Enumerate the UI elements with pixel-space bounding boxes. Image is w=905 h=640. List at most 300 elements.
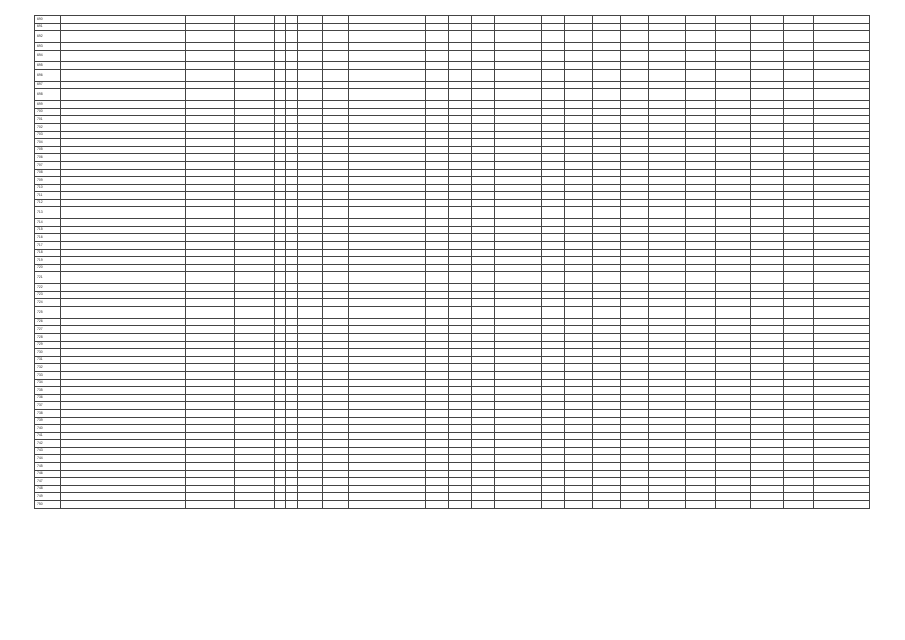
table-cell — [235, 379, 275, 387]
table-cell — [472, 432, 495, 440]
table-cell — [648, 318, 685, 326]
table-row — [35, 81, 870, 89]
table-cell — [323, 139, 349, 147]
table-cell — [621, 447, 649, 455]
table-cell — [60, 432, 186, 440]
table-cell — [814, 440, 870, 448]
table-cell — [686, 387, 716, 395]
table-cell — [186, 81, 235, 89]
table-cell — [565, 409, 593, 417]
table-cell — [186, 333, 235, 341]
table-cell — [286, 364, 298, 372]
table-cell — [425, 299, 448, 307]
row-number-cell: 694 — [35, 50, 61, 62]
table-cell — [686, 291, 716, 299]
table-cell — [495, 184, 542, 192]
table-cell — [814, 447, 870, 455]
table-cell — [235, 131, 275, 139]
table-row — [35, 485, 870, 493]
table-cell — [472, 192, 495, 200]
table-cell — [686, 62, 716, 70]
table-cell — [716, 341, 751, 349]
table-cell — [348, 108, 425, 116]
row-number-cell: 732 — [35, 364, 61, 372]
table-cell — [348, 501, 425, 509]
table-cell — [686, 249, 716, 257]
table-row — [35, 108, 870, 116]
table-cell — [286, 501, 298, 509]
table-cell — [60, 116, 186, 124]
table-cell — [235, 425, 275, 433]
table-cell — [783, 432, 813, 440]
table-cell — [495, 192, 542, 200]
table-cell — [783, 89, 813, 101]
table-cell — [565, 242, 593, 250]
table-cell — [541, 387, 564, 395]
table-cell — [814, 62, 870, 70]
table-cell — [783, 116, 813, 124]
table-cell — [60, 284, 186, 292]
table-cell — [783, 131, 813, 139]
table-cell — [814, 184, 870, 192]
table-cell — [60, 478, 186, 486]
table-cell — [448, 249, 471, 257]
table-cell — [565, 455, 593, 463]
table-cell — [686, 425, 716, 433]
table-cell — [716, 333, 751, 341]
table-cell — [448, 333, 471, 341]
table-cell — [274, 333, 286, 341]
table-cell — [186, 341, 235, 349]
table-cell — [541, 131, 564, 139]
table-cell — [814, 371, 870, 379]
row-number-cell: 715 — [35, 226, 61, 234]
table-cell — [751, 123, 784, 131]
table-cell — [686, 394, 716, 402]
table-cell — [716, 379, 751, 387]
table-cell — [648, 219, 685, 227]
table-cell — [593, 318, 621, 326]
table-cell — [814, 226, 870, 234]
table-cell — [593, 242, 621, 250]
table-cell — [495, 299, 542, 307]
table-cell — [286, 394, 298, 402]
table-cell — [297, 299, 323, 307]
table-cell — [648, 62, 685, 70]
table-cell — [495, 349, 542, 357]
table-cell — [472, 501, 495, 509]
table-row — [35, 42, 870, 50]
table-cell — [814, 177, 870, 185]
table-cell — [495, 23, 542, 31]
table-cell — [297, 139, 323, 147]
table-cell — [297, 161, 323, 169]
table-cell — [235, 154, 275, 162]
table-cell — [348, 31, 425, 43]
table-cell — [593, 440, 621, 448]
table-cell — [751, 349, 784, 357]
table-cell — [648, 89, 685, 101]
table-cell — [286, 192, 298, 200]
table-cell — [297, 242, 323, 250]
table-cell — [621, 299, 649, 307]
table-cell — [495, 432, 542, 440]
table-cell — [297, 333, 323, 341]
table-cell — [541, 62, 564, 70]
table-cell — [814, 69, 870, 81]
table-cell — [565, 284, 593, 292]
table-cell — [425, 169, 448, 177]
table-cell — [235, 146, 275, 154]
table-cell — [472, 394, 495, 402]
table-cell — [60, 161, 186, 169]
table-cell — [783, 356, 813, 364]
table-cell — [286, 139, 298, 147]
table-cell — [448, 493, 471, 501]
table-cell — [716, 146, 751, 154]
table-cell — [648, 101, 685, 109]
table-cell — [593, 16, 621, 24]
table-cell — [286, 62, 298, 70]
row-number-cell: 692 — [35, 31, 61, 43]
table-cell — [286, 318, 298, 326]
table-cell — [425, 394, 448, 402]
table-cell — [297, 207, 323, 219]
row-number-cell: 730 — [35, 349, 61, 357]
table-cell — [621, 272, 649, 284]
table-cell — [472, 440, 495, 448]
table-cell — [621, 326, 649, 334]
table-cell — [448, 470, 471, 478]
table-cell — [593, 146, 621, 154]
table-cell — [686, 257, 716, 265]
table-cell — [495, 387, 542, 395]
table-cell — [751, 161, 784, 169]
table-cell — [286, 177, 298, 185]
row-number-cell: 691 — [35, 23, 61, 31]
table-cell — [621, 184, 649, 192]
table-cell — [495, 417, 542, 425]
table-cell — [716, 177, 751, 185]
table-cell — [565, 307, 593, 319]
table-cell — [593, 493, 621, 501]
table-cell — [751, 356, 784, 364]
table-cell — [783, 463, 813, 471]
table-cell — [686, 272, 716, 284]
table-cell — [814, 478, 870, 486]
table-cell — [621, 485, 649, 493]
table-cell — [274, 199, 286, 207]
table-cell — [448, 234, 471, 242]
table-cell — [323, 447, 349, 455]
table-cell — [472, 161, 495, 169]
table-cell — [186, 226, 235, 234]
table-cell — [186, 101, 235, 109]
table-cell — [648, 470, 685, 478]
table-cell — [235, 31, 275, 43]
table-cell — [621, 199, 649, 207]
table-cell — [274, 284, 286, 292]
table-cell — [60, 349, 186, 357]
table-cell — [621, 371, 649, 379]
table-cell — [621, 432, 649, 440]
table-cell — [541, 16, 564, 24]
table-cell — [541, 154, 564, 162]
table-cell — [541, 264, 564, 272]
table-cell — [348, 264, 425, 272]
table-cell — [814, 16, 870, 24]
table-cell — [297, 463, 323, 471]
table-cell — [60, 219, 186, 227]
table-cell — [472, 371, 495, 379]
table-cell — [495, 402, 542, 410]
table-cell — [783, 177, 813, 185]
table-cell — [425, 478, 448, 486]
table-cell — [274, 116, 286, 124]
table-cell — [186, 501, 235, 509]
table-cell — [472, 226, 495, 234]
table-cell — [716, 116, 751, 124]
table-row — [35, 116, 870, 124]
table-cell — [648, 131, 685, 139]
table-cell — [186, 455, 235, 463]
table-cell — [541, 501, 564, 509]
table-cell — [621, 333, 649, 341]
table-cell — [541, 493, 564, 501]
table-cell — [448, 101, 471, 109]
table-cell — [593, 387, 621, 395]
table-cell — [565, 101, 593, 109]
table-cell — [495, 139, 542, 147]
row-number-cell: 724 — [35, 299, 61, 307]
table-cell — [814, 307, 870, 319]
table-cell — [297, 226, 323, 234]
table-cell — [565, 326, 593, 334]
table-row — [35, 226, 870, 234]
table-row — [35, 23, 870, 31]
table-cell — [448, 81, 471, 89]
table-cell — [297, 69, 323, 81]
table-cell — [495, 379, 542, 387]
table-cell — [60, 81, 186, 89]
table-cell — [716, 371, 751, 379]
table-cell — [274, 101, 286, 109]
table-cell — [235, 139, 275, 147]
table-cell — [751, 23, 784, 31]
table-cell — [60, 89, 186, 101]
table-row — [35, 307, 870, 319]
table-cell — [593, 425, 621, 433]
table-cell — [751, 249, 784, 257]
table-cell — [716, 478, 751, 486]
table-cell — [323, 371, 349, 379]
table-cell — [472, 257, 495, 265]
row-number-cell: 719 — [35, 257, 61, 265]
table-cell — [783, 50, 813, 62]
table-row — [35, 207, 870, 219]
table-cell — [541, 284, 564, 292]
table-cell — [425, 501, 448, 509]
row-number-cell: 740 — [35, 425, 61, 433]
table-cell — [448, 463, 471, 471]
table-row — [35, 284, 870, 292]
table-row — [35, 371, 870, 379]
table-cell — [186, 447, 235, 455]
table-cell — [323, 108, 349, 116]
table-cell — [186, 146, 235, 154]
table-cell — [274, 207, 286, 219]
table-cell — [593, 108, 621, 116]
table-cell — [60, 146, 186, 154]
table-cell — [565, 131, 593, 139]
table-cell — [495, 226, 542, 234]
table-cell — [751, 425, 784, 433]
table-cell — [186, 417, 235, 425]
table-cell — [621, 242, 649, 250]
table-cell — [60, 234, 186, 242]
table-cell — [235, 16, 275, 24]
table-cell — [425, 207, 448, 219]
table-cell — [814, 299, 870, 307]
table-cell — [565, 432, 593, 440]
table-cell — [235, 326, 275, 334]
table-cell — [716, 69, 751, 81]
table-cell — [565, 417, 593, 425]
table-cell — [565, 177, 593, 185]
table-cell — [186, 89, 235, 101]
table-cell — [348, 409, 425, 417]
table-cell — [783, 470, 813, 478]
table-cell — [60, 364, 186, 372]
table-cell — [621, 108, 649, 116]
table-cell — [323, 123, 349, 131]
table-cell — [274, 291, 286, 299]
table-cell — [274, 62, 286, 70]
table-cell — [297, 284, 323, 292]
table-cell — [648, 16, 685, 24]
table-cell — [448, 364, 471, 372]
table-cell — [621, 318, 649, 326]
table-cell — [323, 284, 349, 292]
table-cell — [472, 341, 495, 349]
table-cell — [814, 425, 870, 433]
table-cell — [751, 89, 784, 101]
table-cell — [448, 131, 471, 139]
table-cell — [593, 207, 621, 219]
row-number-cell: 699 — [35, 101, 61, 109]
table-cell — [274, 417, 286, 425]
table-cell — [323, 402, 349, 410]
table-cell — [751, 101, 784, 109]
table-cell — [60, 371, 186, 379]
table-cell — [297, 123, 323, 131]
table-cell — [648, 333, 685, 341]
table-cell — [783, 207, 813, 219]
table-cell — [448, 440, 471, 448]
table-cell — [348, 326, 425, 334]
table-cell — [814, 169, 870, 177]
table-cell — [60, 184, 186, 192]
row-number-cell: 745 — [35, 463, 61, 471]
table-cell — [593, 42, 621, 50]
table-cell — [621, 364, 649, 372]
table-cell — [751, 169, 784, 177]
table-cell — [348, 16, 425, 24]
table-cell — [323, 333, 349, 341]
table-cell — [495, 409, 542, 417]
table-cell — [751, 318, 784, 326]
table-cell — [593, 234, 621, 242]
table-cell — [60, 470, 186, 478]
table-cell — [235, 291, 275, 299]
table-cell — [565, 402, 593, 410]
table-cell — [565, 440, 593, 448]
table-cell — [593, 62, 621, 70]
table-cell — [348, 478, 425, 486]
table-cell — [348, 207, 425, 219]
table-row — [35, 123, 870, 131]
table-row — [35, 478, 870, 486]
table-row — [35, 299, 870, 307]
table-cell — [235, 108, 275, 116]
table-cell — [814, 242, 870, 250]
table-cell — [648, 478, 685, 486]
table-row — [35, 333, 870, 341]
table-cell — [472, 50, 495, 62]
table-row — [35, 169, 870, 177]
table-cell — [235, 402, 275, 410]
table-cell — [751, 192, 784, 200]
table-cell — [323, 16, 349, 24]
table-cell — [751, 493, 784, 501]
table-cell — [60, 131, 186, 139]
table-cell — [565, 349, 593, 357]
table-cell — [235, 101, 275, 109]
table-cell — [323, 226, 349, 234]
table-cell — [495, 69, 542, 81]
table-cell — [495, 249, 542, 257]
table-cell — [472, 154, 495, 162]
table-cell — [297, 364, 323, 372]
table-cell — [348, 387, 425, 395]
table-cell — [565, 291, 593, 299]
table-cell — [593, 116, 621, 124]
table-cell — [425, 199, 448, 207]
table-cell — [648, 192, 685, 200]
table-cell — [495, 177, 542, 185]
table-cell — [448, 307, 471, 319]
table-cell — [235, 364, 275, 372]
table-cell — [323, 364, 349, 372]
table-cell — [686, 69, 716, 81]
table-cell — [814, 364, 870, 372]
table-cell — [235, 50, 275, 62]
table-cell — [814, 257, 870, 265]
table-cell — [448, 291, 471, 299]
table-cell — [348, 470, 425, 478]
table-cell — [783, 184, 813, 192]
table-cell — [274, 299, 286, 307]
table-row — [35, 493, 870, 501]
table-cell — [323, 161, 349, 169]
row-number-cell: 695 — [35, 62, 61, 70]
table-cell — [716, 184, 751, 192]
table-cell — [814, 326, 870, 334]
table-cell — [814, 31, 870, 43]
table-cell — [186, 394, 235, 402]
table-cell — [495, 108, 542, 116]
table-cell — [593, 333, 621, 341]
